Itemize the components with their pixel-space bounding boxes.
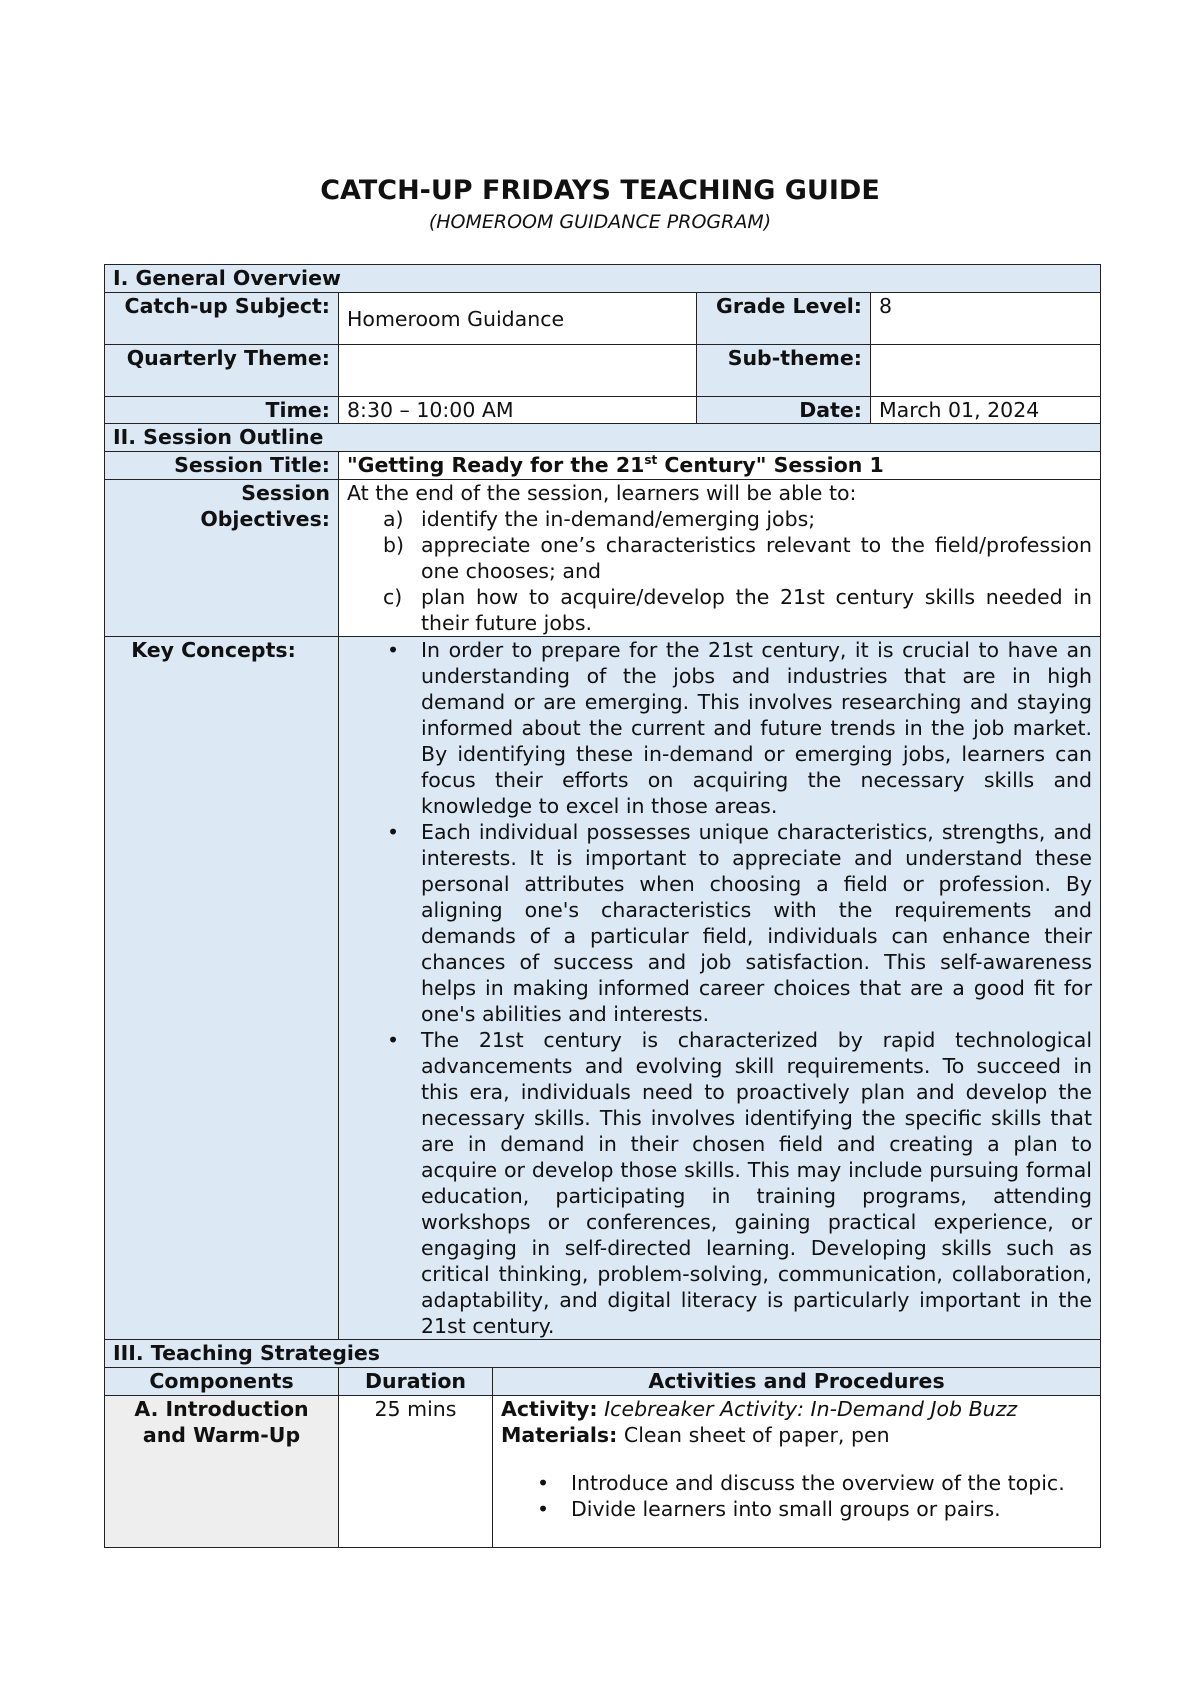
teaching-guide-table <box>104 264 1101 1548</box>
objectives-cell <box>339 480 1101 637</box>
quarterly-theme-label: Quarterly Theme: <box>105 345 339 397</box>
procedure-step <box>501 1470 1092 1496</box>
component-introduction: A. Introduction and Warm-Up <box>105 1396 339 1548</box>
grade-value: 8 <box>871 293 1101 345</box>
materials-value: Clean sheet of paper, pen <box>623 1423 890 1447</box>
activity-label: Activity: <box>501 1397 598 1421</box>
bullet-icon: • <box>537 1471 550 1495</box>
col-duration-header: Duration <box>339 1368 493 1396</box>
bullet-icon: • <box>537 1497 550 1521</box>
session-title-superscript: st <box>644 453 658 468</box>
bullet-icon: • <box>387 638 400 662</box>
subtheme-value <box>871 345 1101 397</box>
bullet-icon: • <box>387 1028 400 1052</box>
key-concepts-cell <box>339 637 1101 1340</box>
key-concepts-label: Key Concepts: <box>105 637 339 1340</box>
key-concept-item <box>347 1027 1092 1339</box>
subject-value: Homeroom Guidance <box>339 293 697 345</box>
activities-introduction <box>493 1396 1101 1548</box>
date-label: Date: <box>697 397 871 424</box>
procedure-step <box>501 1496 1092 1522</box>
materials-label: Materials: <box>501 1423 618 1447</box>
document-subtitle: (HOMEROOM GUIDANCE PROGRAM) <box>428 211 772 233</box>
subject-label: Catch-up Subject: <box>105 293 339 345</box>
objectives-intro: At the end of the session, learners will be able to: <box>347 481 857 505</box>
objectives-list <box>347 506 1092 636</box>
materials-line <box>501 1422 1092 1448</box>
activity-value: Icebreaker Activity: In-Demand Job Buzz <box>604 1397 1018 1421</box>
time-value: 8:30 – 10:00 AM <box>339 397 697 424</box>
objectives-label: Session Objectives: <box>105 480 339 637</box>
objective-item <box>347 506 1092 532</box>
key-concept-item <box>347 819 1092 1027</box>
objective-item <box>347 584 1092 636</box>
objective-marker: b) <box>383 533 405 557</box>
objective-text: appreciate one’s characteristics relevant to the field/profession one chooses; and <box>421 533 1093 583</box>
procedure-steps-list <box>501 1470 1092 1522</box>
session-title-part-1: "Getting Ready for the 21 <box>347 453 645 477</box>
objective-text: identify the in-demand/emerging jobs; <box>421 507 816 531</box>
session-title-part-2: Century" Session 1 <box>657 453 884 477</box>
col-components-header: Components <box>105 1368 339 1396</box>
subtheme-label: Sub-theme: <box>697 345 871 397</box>
date-value: March 01, 2024 <box>871 397 1101 424</box>
col-activities-header: Activities and Procedures <box>493 1368 1101 1396</box>
objective-marker: c) <box>383 585 403 609</box>
section-teaching-strategies: III. Teaching Strategies <box>105 1340 1101 1368</box>
key-concept-text: The 21st century is characterized by rapid technological advancements and evolving skill requirements. To succeed in this era, individuals need to proactively plan and develop the necessary skills. This involves identifying the specific skills that are in demand in their chosen field and creating a plan to acquire or develop those skills. This may include pursuing formal education, participating in training programs, attending workshops or conferences, gaining practical experience, or engaging in self-directed learning. Developing skills such as critical thinking, problem-solving, communication, collaboration, adaptability, and digital literacy is particularly important in the 21st century. <box>421 1028 1093 1338</box>
session-title-value <box>339 452 1101 480</box>
key-concept-text: In order to prepare for the 21st century, it is crucial to have an understanding of the jobs and industries that are in high demand or are emerging. This involves researching and staying informed about the current and future trends in the job market. By identifying these in-demand or emerging jobs, learners can focus their efforts on acquiring the necessary skills and knowledge to excel in those areas. <box>421 638 1093 818</box>
section-session-outline: II. Session Outline <box>105 424 1101 452</box>
key-concepts-list <box>347 637 1092 1339</box>
time-label: Time: <box>105 397 339 424</box>
procedure-step-text: Introduce and discuss the overview of the topic. <box>571 1471 1065 1495</box>
key-concept-item <box>347 637 1092 819</box>
section-general-overview: I. General Overview <box>105 265 1101 293</box>
objective-marker: a) <box>383 507 404 531</box>
bullet-icon: • <box>387 820 400 844</box>
objective-item <box>347 532 1092 584</box>
objective-text: plan how to acquire/develop the 21st century skills needed in their future jobs. <box>421 585 1093 635</box>
quarterly-theme-value <box>339 345 697 397</box>
procedure-step-text: Divide learners into small groups or pairs. <box>571 1497 1001 1521</box>
grade-label: Grade Level: <box>697 293 871 345</box>
duration-introduction: 25 mins <box>339 1396 493 1548</box>
session-title-label: Session Title: <box>105 452 339 480</box>
key-concept-text: Each individual possesses unique characteristics, strengths, and interests. It is important to appreciate and understand these personal attributes when choosing a field or profession. By aligning one's characteristics with the requirements and demands of a particular field, individuals can enhance their chances of success and job satisfaction. This self-awareness helps in making informed career choices that are a good fit for one's abilities and interests. <box>421 820 1093 1026</box>
document-title: CATCH-UP FRIDAYS TEACHING GUIDE <box>320 175 880 206</box>
activity-line <box>501 1396 1092 1422</box>
